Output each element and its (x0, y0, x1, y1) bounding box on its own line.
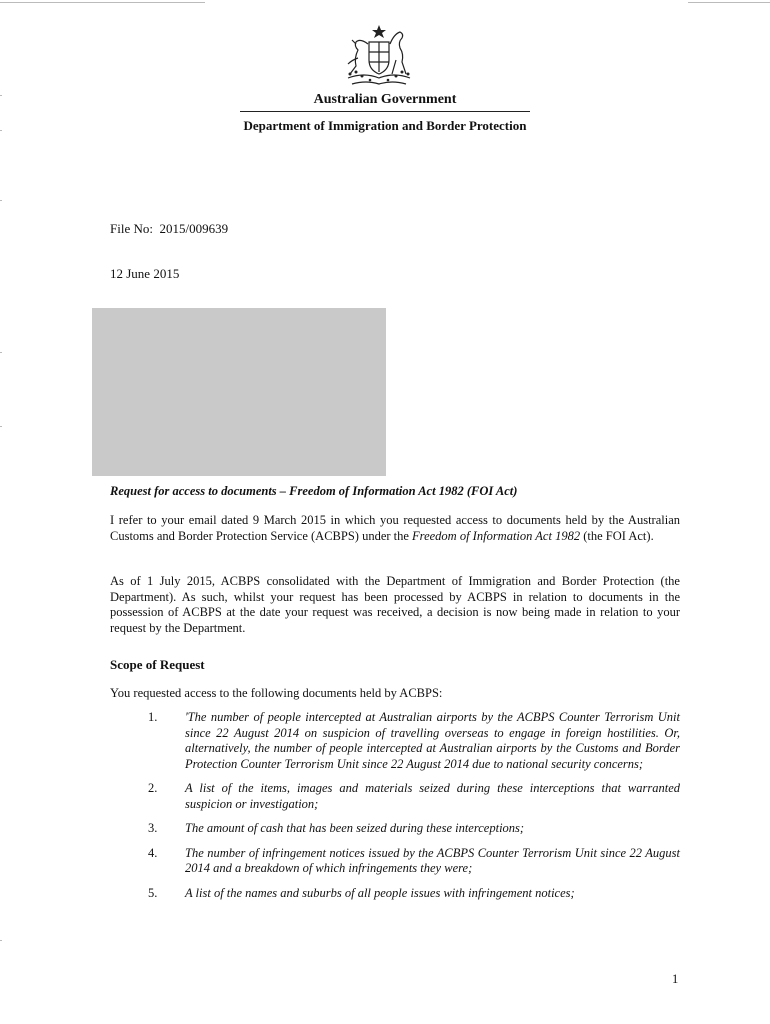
list-item-text: A list of the names and suburbs of all people issues with infringement notices; (185, 885, 575, 900)
department-name: Department of Immigration and Border Protection (243, 118, 527, 133)
list-item (110, 781, 680, 812)
subject-line: Request for access to documents – Freedom of Information Act 1982 (FOI Act) (110, 484, 518, 498)
scan-artifact-mark (0, 426, 2, 427)
scope-intro: You requested access to the following documents held by ACBPS: (110, 686, 443, 700)
request-item-list (110, 710, 680, 910)
paragraph-intro-end: (the FOI Act). (580, 528, 654, 543)
list-item-text: The amount of cash that has been seized during these interceptions; (185, 821, 525, 835)
list-item (110, 821, 680, 837)
scope-heading: Scope of Request (110, 657, 205, 672)
list-item-text: The number of infringement notices issued by the ACBPS Counter Terrorism Unit since 22 August 2014 and a breakdown of which infringements they were; (185, 845, 680, 875)
paragraph-consolidation: As of 1 July 2015, ACBPS consolidated with the Department of Immigration and Border Protection (the Department). As such, whilst your request has been processed by ACBPS in relation to documents in the possession of ACBPS at the date your request was received, a decision is now being made in relation to your request by the Department. (110, 574, 680, 635)
page-number: 1 (672, 972, 679, 986)
list-item-number: 5. (148, 885, 158, 900)
list-item-number: 1. (148, 710, 158, 724)
header-rule (240, 111, 530, 112)
list-item-number: 3. (148, 821, 158, 835)
letter-date: 12 June 2015 (110, 266, 180, 281)
list-item (110, 886, 680, 902)
scan-artifact-line (688, 2, 770, 3)
list-item-number: 2. (148, 781, 158, 795)
list-item (110, 710, 680, 772)
file-number: File No: 2015/009639 (110, 221, 229, 236)
government-title: Australian Government (313, 92, 457, 107)
redacted-address-block (92, 308, 386, 476)
scan-artifact-mark (0, 130, 2, 131)
paragraph-intro-text: I refer to your email dated 9 March 2015 in which you requested access to documents held by the Australian Customs and Border Protection Service (ACBPS) under the (110, 513, 680, 543)
scan-artifact-mark (0, 200, 2, 201)
paragraph-intro (110, 513, 680, 544)
list-item (110, 846, 680, 877)
scan-artifact-line (0, 2, 205, 3)
coat-of-arms-icon (340, 22, 418, 90)
list-item-text: 'The number of people intercepted at Australian airports by the ACBPS Counter Terrorism Unit since 22 August 2014 on suspicion of travelling overseas to engage in foreign hostilities. Or, alternatively, the number of people intercepted at Australian airports by the Customs and Border Protection Counter Terrorism Unit since 22 August 2014 due to national security concerns; (185, 710, 680, 771)
act-title: Freedom of Information Act 1982 (412, 528, 581, 543)
list-item-text: A list of the items, images and materials seized during these interceptions that warranted suspicion or investigation; (185, 781, 680, 811)
scan-artifact-mark (0, 95, 2, 96)
scan-artifact-mark (0, 940, 2, 941)
scan-artifact-mark (0, 352, 2, 353)
list-item-number: 4. (148, 845, 158, 860)
